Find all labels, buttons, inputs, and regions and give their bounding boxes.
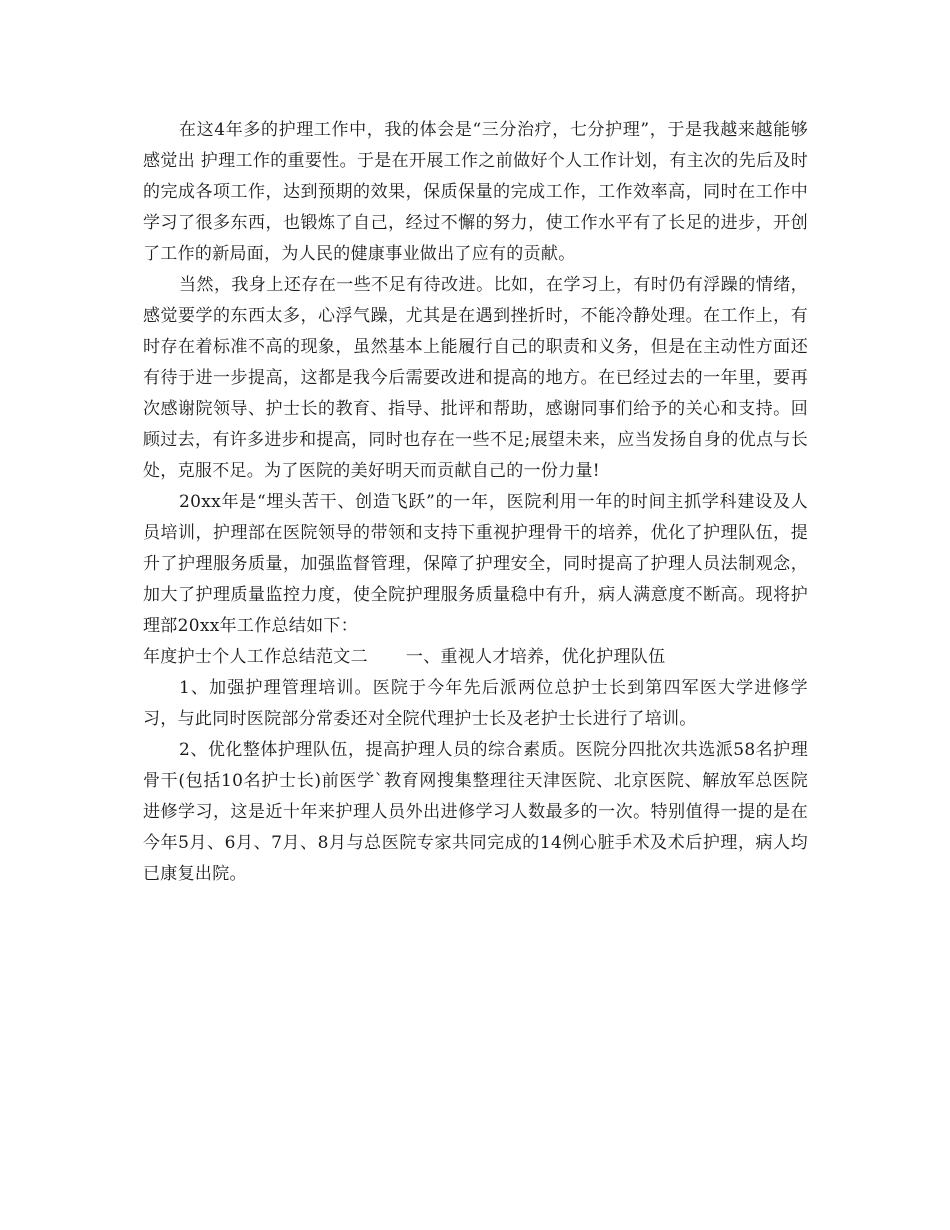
paragraph-experience: 在这4年多的护理工作中，我的体会是“三分治疗，七分护理”，于是我越来越能够感觉出 护理工作的重要性。于是在开展工作之前做好个人工作计划，有主次的先后及时的完成各项工作，达到预期的效果，保质保量的完成工作，工作效率高，同时在工作中学习了很多东西，也锻炼了自己，经过不懈的努力，使工作水平有了长足的进步，开创了工作的新局面，为人民的健康事业做出了应有的贡献。 xyxy=(143,120,808,264)
paragraph-shortcomings: 当然，我身上还存在一些不足有待改进。比如，在学习上，有时仍有浮躁的情绪，感觉要学的东西太多，心浮气躁，尤其是在遇到挫折时，不能冷静处理。在工作上，有时存在着标准不高的现象，虽然基本上能履行自己的职责和义务，但是在主动性方面还有待于进一步提高，这都是我今后需要改进和提高的地方。在已经过去的一年里，要再次感谢院领导、护士长的教育、指导、批评和帮助，感谢同事们给予的关心和支持。回顾过去，有许多进步和提高，同时也存在一些不足;展望未来，应当发扬自身的优点与长处，克服不足。为了医院的美好明天而贡献自己的一份力量! xyxy=(143,275,808,481)
document-title: 年度护士个人工作总结范文二 xyxy=(143,647,368,667)
section-heading: 一、重视人才培养，优化护理队伍 xyxy=(405,647,666,667)
list-item-team-optimization: 2、优化整体护理队伍，提高护理人员的综合素质。医院分四批次共选派58名护理骨干(包括10名护士长)前医学`教育网搜集整理往天津医院、北京医院、解放军总医院进修学习，这是近十年来护理人员外出进修学习人数最多的一次。特别值得一提的是在今年5月、6月、7月、8月与总医院专家共同完成的14例心脏手术及术后护理，病人均已康复出院。 xyxy=(143,740,808,884)
title-line xyxy=(143,642,808,673)
paragraph-annual-overview: 20xx年是“埋头苦干、创造飞跃”的一年，医院利用一年的时间主抓学科建设及人员培训，护理部在医院领导的带领和支持下重视护理骨干的培养，优化了护理队伍，提升了护理服务质量，加强监督管理，保障了护理安全，同时提高了护理人员法制观念，加大了护理质量监控力度，使全院护理服务质量稳中有升，病人满意度不断高。现将护理部20xx年工作总结如下： xyxy=(143,492,808,636)
document-body xyxy=(143,115,808,890)
list-item-management-training: 1、加强护理管理培训。医院于今年先后派两位总护士长到第四军医大学进修学习，与此同时医院部分常委还对全院代理护士长及老护士长进行了培训。 xyxy=(143,678,808,729)
